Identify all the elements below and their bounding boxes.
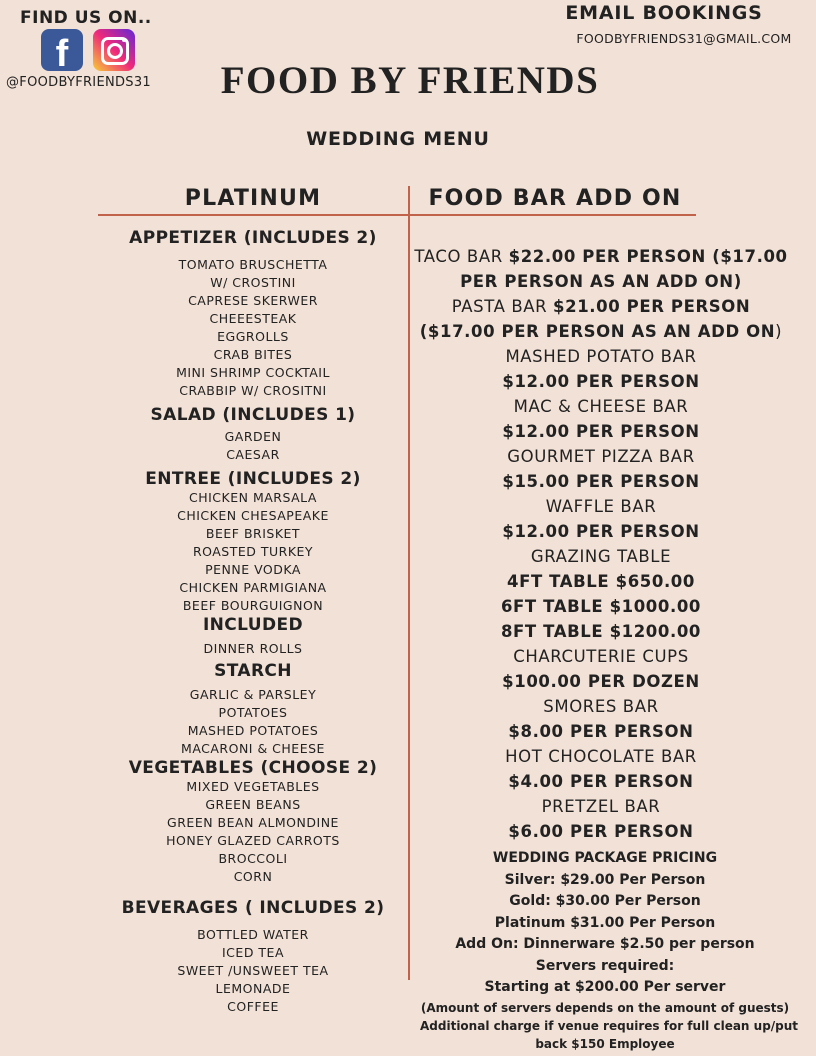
menu-item: CAPRESE SKERWER [188, 293, 318, 308]
menu-item: CHEEESTEAK [209, 311, 297, 326]
menu-item: CAESAR [226, 447, 280, 462]
food-bar-line [408, 494, 794, 519]
bar-name: WAFFLE BAR [545, 497, 657, 516]
food-bar-line [408, 669, 794, 694]
food-bar-line [408, 544, 794, 569]
package-note: (Amount of servers depends on the amount of guests) [420, 1000, 790, 1015]
menu-item: MASHED POTATOES [187, 723, 319, 738]
food-bar-line [408, 394, 794, 419]
food-bar-line [408, 694, 794, 719]
bar-name: GOURMET PIZZA BAR [507, 447, 695, 466]
instagram-icon-dot [122, 38, 126, 42]
menu-item: HONEY GLAZED CARROTS [166, 833, 340, 848]
bar-price: $15.00 PER PERSON [502, 472, 700, 491]
food-bar-line [408, 819, 794, 844]
menu-item: TOMATO BRUSCHETTA [178, 257, 328, 272]
bar-price: $21.00 PER PERSON [553, 297, 751, 316]
package-line: Gold: $30.00 Per Person [509, 893, 701, 909]
package-note: Additional charge if venue requires for full clean up/put [420, 1018, 799, 1033]
bar-price: $8.00 PER PERSON [508, 722, 694, 741]
bar-name: TACO BAR [414, 247, 509, 266]
food-bar-line [408, 744, 794, 769]
bar-price: 6FT TABLE $1000.00 [500, 597, 702, 616]
bar-name: GRAZING TABLE [530, 547, 672, 566]
menu-item: W/ CROSTINI [210, 275, 296, 290]
food-bar-line [408, 244, 794, 269]
package-line: Servers required: [535, 957, 675, 974]
section-title: APPETIZER (INCLUDES 2) [129, 228, 377, 248]
section-title: STARCH [214, 661, 292, 681]
menu-item: GREEN BEAN ALMONDINE [167, 815, 339, 830]
menu-item: BEEF BRISKET [205, 526, 301, 541]
food-bar-heading: FOOD BAR ADD ON [428, 186, 682, 211]
food-bar-line [408, 369, 794, 394]
menu-item: GREEN BEANS [205, 797, 301, 812]
bar-price: PER PERSON AS AN ADD ON) [460, 272, 742, 291]
food-bar-line [408, 419, 794, 444]
bar-price: $100.00 PER DOZEN [502, 672, 700, 691]
food-bar-line [408, 719, 794, 744]
menu-item: GARDEN [224, 429, 282, 444]
facebook-icon[interactable]: f [41, 29, 83, 71]
menu-item: POTATOES [218, 705, 288, 720]
package-line: Starting at $200.00 Per server [484, 979, 726, 995]
menu-item: BROCCOLI [218, 851, 288, 866]
food-bar-line [408, 569, 794, 594]
menu-item: CRAB BITES [213, 347, 293, 362]
menu-item: PENNE VODKA [205, 562, 301, 577]
food-bar-line [408, 619, 794, 644]
food-bar-line [408, 519, 794, 544]
menu-item: COFFEE [227, 999, 279, 1014]
bar-price: 4FT TABLE $650.00 [507, 572, 695, 591]
food-bar-line [408, 294, 794, 319]
bar-price: 8FT TABLE $1200.00 [500, 622, 702, 641]
menu-item: CHICKEN PARMIGIANA [179, 580, 327, 595]
menu-item: CHICKEN CHESAPEAKE [177, 508, 329, 523]
package-heading: WEDDING PACKAGE PRICING [492, 850, 718, 866]
bar-name: SMORES BAR [543, 697, 659, 716]
package-pricing [420, 848, 799, 1053]
food-bar-line [408, 769, 794, 794]
instagram-icon-lens [107, 43, 123, 59]
menu-item: MACARONI & CHEESE [181, 741, 325, 756]
menu-item: CHICKEN MARSALA [188, 490, 317, 505]
food-bar-line [408, 644, 794, 669]
bar-price: $22.00 PER PERSON ($17.00 [508, 247, 788, 266]
bar-name: PASTA BAR [451, 297, 554, 316]
section-title: BEVERAGES ( INCLUDES 2) [121, 898, 385, 918]
package-note: back $150 Employee [535, 1036, 675, 1051]
menu-item: MINI SHRIMP COCKTAIL [176, 365, 330, 380]
food-bar-line [408, 344, 794, 369]
bar-price-tail: ) [775, 322, 783, 341]
menu-item: DINNER ROLLS [203, 641, 303, 656]
package-line: Silver: $29.00 Per Person [504, 871, 706, 888]
bar-name: HOT CHOCOLATE BAR [505, 747, 697, 766]
menu-item: CORN [233, 869, 273, 884]
section-title: SALAD (INCLUDES 1) [150, 405, 356, 425]
bar-price: $12.00 PER PERSON [502, 372, 700, 391]
bar-name: MAC & CHEESE BAR [513, 397, 689, 416]
section-title: ENTREE (INCLUDES 2) [145, 469, 361, 489]
food-bar-line [408, 444, 794, 469]
food-bar-line [408, 269, 794, 294]
bar-price: $4.00 PER PERSON [508, 772, 694, 791]
menu-item: ICED TEA [222, 945, 284, 960]
email-bookings-heading: EMAIL BOOKINGS [565, 2, 763, 24]
email-address[interactable]: FOODBYFRIENDS31@GMAIL.COM [576, 31, 792, 46]
menu-subtitle: WEDDING MENU [306, 128, 490, 150]
menu-item: CRABBIP W/ CROSITNI [179, 383, 327, 398]
menu-item: EGGROLLS [217, 329, 289, 344]
platinum-heading: PLATINUM [184, 186, 322, 211]
food-bar-line [408, 469, 794, 494]
heading-divider [98, 214, 696, 216]
page-title: FOOD BY FRIENDS [220, 59, 600, 102]
package-line: Platinum $31.00 Per Person [494, 914, 716, 931]
menu-item: MIXED VEGETABLES [186, 779, 320, 794]
platinum-menu [98, 228, 408, 1016]
menu-item: SWEET /UNSWEET TEA [177, 963, 329, 978]
menu-item: BOTTLED WATER [197, 927, 309, 942]
menu-item: LEMONADE [215, 981, 291, 996]
food-bar-line [408, 794, 794, 819]
social-handle: @FOODBYFRIENDS31 [6, 75, 151, 90]
menu-item: ROASTED TURKEY [192, 544, 314, 559]
food-bar-line [408, 594, 794, 619]
bar-name: CHARCUTERIE CUPS [513, 647, 689, 666]
bar-price: $6.00 PER PERSON [508, 822, 694, 841]
bar-name: PRETZEL BAR [541, 797, 661, 816]
section-title: VEGETABLES (CHOOSE 2) [128, 758, 378, 778]
package-line: Add On: Dinnerware $2.50 per person [455, 936, 755, 952]
find-us-label: FIND US ON.. [20, 8, 152, 28]
section-title: INCLUDED [202, 615, 304, 635]
bar-price: $12.00 PER PERSON [502, 522, 700, 541]
bar-price: $12.00 PER PERSON [502, 422, 700, 441]
menu-item: BEEF BOURGUIGNON [182, 598, 324, 613]
bar-price: ($17.00 PER PERSON AS AN ADD ON [419, 322, 776, 341]
bar-name: MASHED POTATO BAR [505, 347, 697, 366]
food-bar-list [408, 244, 794, 844]
instagram-icon[interactable] [93, 29, 135, 71]
food-bar-line [408, 319, 794, 344]
menu-item: GARLIC & PARSLEY [189, 687, 317, 702]
